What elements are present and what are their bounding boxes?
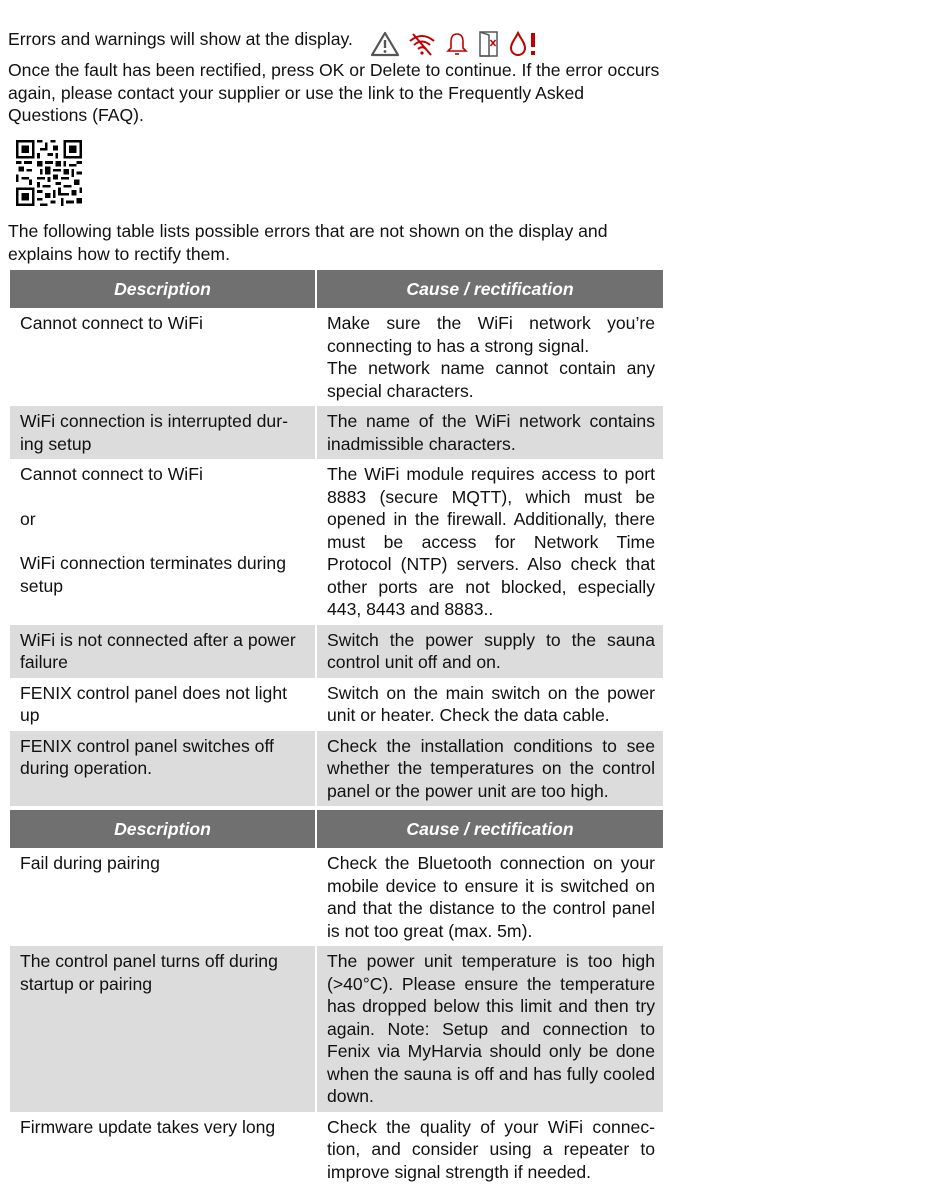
cell-cause	[316, 308, 663, 406]
cell-text: Cannot connect to WiFi	[20, 312, 307, 335]
cell-description	[10, 678, 316, 731]
error-table-pairing	[10, 810, 663, 1187]
cell-cause	[316, 731, 663, 807]
cell-cause	[316, 1112, 663, 1187]
cell-cause	[316, 848, 663, 946]
cell-cause	[316, 625, 663, 678]
cell-text: The power unit temperature is too high (>40°C). Please ensure the temperature has dropped below this limit and then try again. Note: Setup and connection to Fenix via MyHarvia should only be done when the sauna is off and has fully cooled down.	[327, 950, 655, 1108]
cell-text: The name of the WiFi network contains inadmissible characters.	[327, 410, 655, 455]
cell-cause	[316, 459, 663, 625]
cell-text: FENIX control panel switches off during operation.	[20, 735, 307, 780]
table-row	[10, 848, 663, 946]
intro-line-2: Once the fault has been rectified, press OK or Delete to continue. If the error occurs again, please contact your supplier or use the link to the Frequently Asked Questions (FAQ).	[8, 60, 659, 125]
header-cause: Cause / rectification	[316, 810, 663, 848]
cell-text: The control panel turns off during startup or pairing	[20, 950, 307, 995]
table-intro: The following table lists possible errors that are not shown on the display and explains how to rectify them.	[8, 220, 668, 265]
table-row	[10, 406, 663, 459]
water-drop-alert-icon	[506, 29, 540, 59]
status-icons	[369, 29, 541, 59]
header-description: Description	[10, 810, 316, 848]
table-row	[10, 731, 663, 807]
cell-text: Cannot connect to WiFi	[20, 463, 307, 486]
error-table-wifi	[10, 270, 663, 806]
table-row	[10, 1112, 663, 1187]
cell-text: WiFi connection is interrupted dur-ing setup	[20, 410, 307, 455]
faq-qr-code[interactable]	[16, 140, 82, 206]
cell-text: Firmware update takes very long	[20, 1116, 307, 1139]
cell-cause	[316, 678, 663, 731]
table-row	[10, 308, 663, 406]
header-cause: Cause / rectification	[316, 270, 663, 308]
table-row	[10, 678, 663, 731]
table-row	[10, 625, 663, 678]
cell-description	[10, 946, 316, 1112]
cell-text: Check the installation conditions to see whether the temperatures on the control panel or the power unit are too high.	[327, 735, 655, 803]
bell-icon	[443, 30, 471, 58]
cell-text: WiFi connection terminates during setup	[20, 552, 307, 597]
cell-cause	[316, 406, 663, 459]
cell-text: WiFi is not connected after a power failure	[20, 629, 307, 674]
intro-paragraph	[8, 28, 668, 127]
door-open-icon	[476, 29, 502, 59]
cell-description	[10, 731, 316, 807]
cell-cause	[316, 946, 663, 1112]
table-row	[10, 946, 663, 1112]
cell-description	[10, 1112, 316, 1187]
cell-description	[10, 308, 316, 406]
table-row	[10, 459, 663, 625]
cell-description	[10, 848, 316, 946]
cell-text: Make sure the WiFi network you’re connecting to has a strong signal.	[327, 312, 655, 357]
warning-triangle-icon	[369, 30, 401, 58]
cell-description	[10, 459, 316, 625]
cell-text: Fail during pairing	[20, 852, 307, 875]
cell-description	[10, 625, 316, 678]
header-description: Description	[10, 270, 316, 308]
cell-text: Check the Bluetooth connection on your mobile device to ensure it is switched on and that the distance to the control panel is not too great (max. 5m).	[327, 852, 655, 942]
cell-text: FENIX control panel does not light up	[20, 682, 307, 727]
cell-text: The WiFi module requires access to port 8883 (secure MQTT), which must be opened in the firewall. Additionally, there must be access for Network Time Protocol (NTP) servers. Also check that other ports are not blocked, especially 443, 8443 and 8883..	[327, 463, 655, 621]
intro-line-1: Errors and warnings will show at the display.	[8, 29, 353, 49]
cell-text: Switch the power supply to the sauna control unit off and on.	[327, 629, 655, 674]
table-header-row	[10, 810, 663, 848]
cell-description	[10, 406, 316, 459]
cell-text: Switch on the main switch on the power unit or heater. Check the data cable.	[327, 682, 655, 727]
cell-text: or	[20, 508, 307, 531]
table-header-row	[10, 270, 663, 308]
cell-text: Check the quality of your WiFi connec-tion, and consider using a repeater to improve signal strength if needed.	[327, 1116, 655, 1184]
cell-text: The network name cannot contain any special characters.	[327, 357, 655, 402]
wifi-off-icon	[406, 30, 438, 58]
